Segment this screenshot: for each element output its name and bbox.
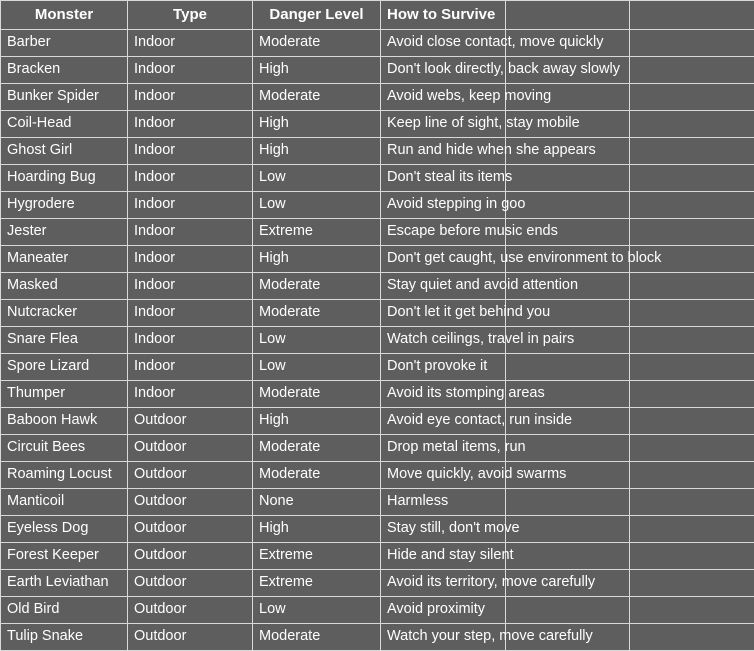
cell-blank-1 [506, 354, 630, 381]
cell-how-to-survive-text: Don't provoke it [387, 357, 487, 376]
cell-blank-2 [630, 111, 754, 138]
cell-monster: Spore Lizard [1, 354, 128, 381]
cell-monster: Nutcracker [1, 300, 128, 327]
cell-type: Indoor [128, 273, 253, 300]
cell-type: Indoor [128, 219, 253, 246]
cell-how-to-survive [381, 381, 506, 408]
cell-danger-level: Moderate [253, 435, 381, 462]
cell-blank-2 [630, 57, 754, 84]
table-row [1, 570, 754, 597]
cell-how-to-survive [381, 219, 506, 246]
cell-how-to-survive-text: Stay quiet and avoid attention [387, 276, 578, 295]
cell-blank-2 [630, 408, 754, 435]
cell-blank-2 [630, 516, 754, 543]
cell-blank-2 [630, 543, 754, 570]
cell-danger-level: Moderate [253, 624, 381, 651]
cell-how-to-survive [381, 273, 506, 300]
cell-blank-2 [630, 435, 754, 462]
cell-blank-2 [630, 624, 754, 651]
cell-monster: Old Bird [1, 597, 128, 624]
cell-danger-level: Moderate [253, 84, 381, 111]
cell-type: Outdoor [128, 462, 253, 489]
cell-blank-1 [506, 165, 630, 192]
table-row [1, 57, 754, 84]
cell-how-to-survive [381, 624, 506, 651]
cell-danger-level: High [253, 138, 381, 165]
cell-danger-level: None [253, 489, 381, 516]
cell-how-to-survive [381, 462, 506, 489]
table-row [1, 624, 754, 651]
cell-monster: Coil-Head [1, 111, 128, 138]
cell-monster: Ghost Girl [1, 138, 128, 165]
table-row [1, 408, 754, 435]
cell-type: Outdoor [128, 624, 253, 651]
table-row [1, 138, 754, 165]
cell-type: Outdoor [128, 516, 253, 543]
cell-type: Indoor [128, 327, 253, 354]
cell-monster: Forest Keeper [1, 543, 128, 570]
cell-monster: Manticoil [1, 489, 128, 516]
cell-blank-1 [506, 516, 630, 543]
cell-blank-1 [506, 543, 630, 570]
cell-type: Outdoor [128, 543, 253, 570]
cell-monster: Hygrodere [1, 192, 128, 219]
cell-blank-2 [630, 273, 754, 300]
cell-danger-level: Low [253, 327, 381, 354]
cell-blank-2 [630, 138, 754, 165]
cell-how-to-survive-text: Avoid eye contact, run inside [387, 411, 572, 430]
cell-how-to-survive [381, 30, 506, 57]
table-row [1, 165, 754, 192]
cell-danger-level: Extreme [253, 570, 381, 597]
cell-how-to-survive-text: Harmless [387, 492, 448, 511]
cell-monster: Snare Flea [1, 327, 128, 354]
cell-blank-2 [630, 327, 754, 354]
cell-blank-2 [630, 597, 754, 624]
cell-how-to-survive-text: Move quickly, avoid swarms [387, 465, 566, 484]
cell-how-to-survive-text: Avoid stepping in goo [387, 195, 525, 214]
cell-how-to-survive [381, 111, 506, 138]
cell-monster: Earth Leviathan [1, 570, 128, 597]
cell-monster: Maneater [1, 246, 128, 273]
cell-how-to-survive-text: Stay still, don't move [387, 519, 520, 538]
cell-how-to-survive-text: Avoid close contact, move quickly [387, 33, 604, 52]
table-row [1, 354, 754, 381]
cell-blank-2 [630, 300, 754, 327]
column-header-blank-2 [630, 1, 754, 30]
cell-danger-level: Low [253, 597, 381, 624]
cell-how-to-survive-text: Don't get caught, use environment to block [387, 249, 661, 268]
cell-monster: Barber [1, 30, 128, 57]
table-row [1, 381, 754, 408]
cell-how-to-survive [381, 354, 506, 381]
cell-how-to-survive-text: Watch your step, move carefully [387, 627, 593, 646]
cell-how-to-survive-text: Keep line of sight, stay mobile [387, 114, 580, 133]
cell-monster: Bracken [1, 57, 128, 84]
cell-danger-level: Low [253, 165, 381, 192]
cell-type: Indoor [128, 111, 253, 138]
cell-monster: Circuit Bees [1, 435, 128, 462]
cell-blank-1 [506, 597, 630, 624]
column-header-danger-level: Danger Level [253, 1, 381, 30]
cell-how-to-survive [381, 246, 506, 273]
table-row [1, 273, 754, 300]
column-header-blank-1 [506, 1, 630, 30]
cell-blank-2 [630, 84, 754, 111]
cell-how-to-survive-text: Avoid proximity [387, 600, 485, 619]
cell-how-to-survive [381, 192, 506, 219]
cell-type: Indoor [128, 57, 253, 84]
cell-blank-2 [630, 462, 754, 489]
table-row [1, 462, 754, 489]
cell-monster: Eyeless Dog [1, 516, 128, 543]
cell-how-to-survive-text: Don't steal its items [387, 168, 512, 187]
cell-danger-level: Moderate [253, 30, 381, 57]
table-row [1, 489, 754, 516]
cell-how-to-survive [381, 597, 506, 624]
cell-blank-2 [630, 354, 754, 381]
cell-danger-level: Moderate [253, 273, 381, 300]
cell-danger-level: High [253, 57, 381, 84]
table-row [1, 435, 754, 462]
cell-how-to-survive [381, 543, 506, 570]
cell-danger-level: Moderate [253, 381, 381, 408]
cell-type: Indoor [128, 84, 253, 111]
cell-monster: Jester [1, 219, 128, 246]
cell-blank-2 [630, 489, 754, 516]
cell-monster: Masked [1, 273, 128, 300]
cell-how-to-survive-text: Avoid its stomping areas [387, 384, 545, 403]
column-header-monster: Monster [1, 1, 128, 30]
cell-type: Indoor [128, 30, 253, 57]
cell-type: Indoor [128, 246, 253, 273]
table-row [1, 516, 754, 543]
cell-how-to-survive-text: Escape before music ends [387, 222, 558, 241]
cell-danger-level: Extreme [253, 219, 381, 246]
table-row [1, 597, 754, 624]
cell-blank-2 [630, 219, 754, 246]
cell-monster: Roaming Locust [1, 462, 128, 489]
table-row [1, 543, 754, 570]
cell-how-to-survive [381, 408, 506, 435]
cell-how-to-survive-text: Run and hide when she appears [387, 141, 596, 160]
cell-type: Outdoor [128, 408, 253, 435]
table-row [1, 300, 754, 327]
cell-how-to-survive [381, 570, 506, 597]
cell-blank-1 [506, 489, 630, 516]
cell-monster: Hoarding Bug [1, 165, 128, 192]
cell-monster: Baboon Hawk [1, 408, 128, 435]
cell-danger-level: High [253, 408, 381, 435]
cell-danger-level: High [253, 246, 381, 273]
column-header-type: Type [128, 1, 253, 30]
cell-blank-2 [630, 570, 754, 597]
cell-how-to-survive [381, 435, 506, 462]
table-body [1, 30, 754, 651]
cell-how-to-survive-text: Watch ceilings, travel in pairs [387, 330, 574, 349]
cell-danger-level: Low [253, 354, 381, 381]
cell-blank-2 [630, 381, 754, 408]
cell-how-to-survive-text: Don't look directly, back away slowly [387, 60, 620, 79]
table-row [1, 192, 754, 219]
cell-how-to-survive [381, 138, 506, 165]
cell-how-to-survive [381, 300, 506, 327]
cell-type: Indoor [128, 138, 253, 165]
cell-type: Indoor [128, 300, 253, 327]
table-row [1, 219, 754, 246]
cell-how-to-survive [381, 489, 506, 516]
cell-type: Outdoor [128, 570, 253, 597]
table-header-row [1, 1, 754, 30]
cell-danger-level: Extreme [253, 543, 381, 570]
cell-type: Indoor [128, 354, 253, 381]
cell-danger-level: Moderate [253, 300, 381, 327]
cell-how-to-survive-text: Avoid webs, keep moving [387, 87, 551, 106]
cell-how-to-survive [381, 165, 506, 192]
cell-monster: Thumper [1, 381, 128, 408]
cell-how-to-survive [381, 516, 506, 543]
cell-type: Outdoor [128, 489, 253, 516]
cell-monster: Bunker Spider [1, 84, 128, 111]
cell-type: Indoor [128, 381, 253, 408]
table-row [1, 327, 754, 354]
table-row [1, 246, 754, 273]
cell-danger-level: High [253, 111, 381, 138]
cell-danger-level: High [253, 516, 381, 543]
cell-how-to-survive [381, 84, 506, 111]
cell-how-to-survive-text: Avoid its territory, move carefully [387, 573, 595, 592]
cell-type: Outdoor [128, 597, 253, 624]
cell-blank-2 [630, 165, 754, 192]
cell-type: Outdoor [128, 435, 253, 462]
cell-how-to-survive-text: Hide and stay silent [387, 546, 514, 565]
cell-type: Indoor [128, 192, 253, 219]
cell-how-to-survive-text: Drop metal items, run [387, 438, 526, 457]
cell-blank-2 [630, 192, 754, 219]
cell-how-to-survive [381, 57, 506, 84]
cell-blank-2 [630, 30, 754, 57]
column-header-how-to-survive: How to Survive [381, 1, 506, 30]
cell-how-to-survive-text: Don't let it get behind you [387, 303, 550, 322]
table-row [1, 84, 754, 111]
cell-danger-level: Moderate [253, 462, 381, 489]
table-row [1, 30, 754, 57]
table-row [1, 111, 754, 138]
cell-monster: Tulip Snake [1, 624, 128, 651]
cell-danger-level: Low [253, 192, 381, 219]
cell-type: Indoor [128, 165, 253, 192]
cell-how-to-survive [381, 327, 506, 354]
